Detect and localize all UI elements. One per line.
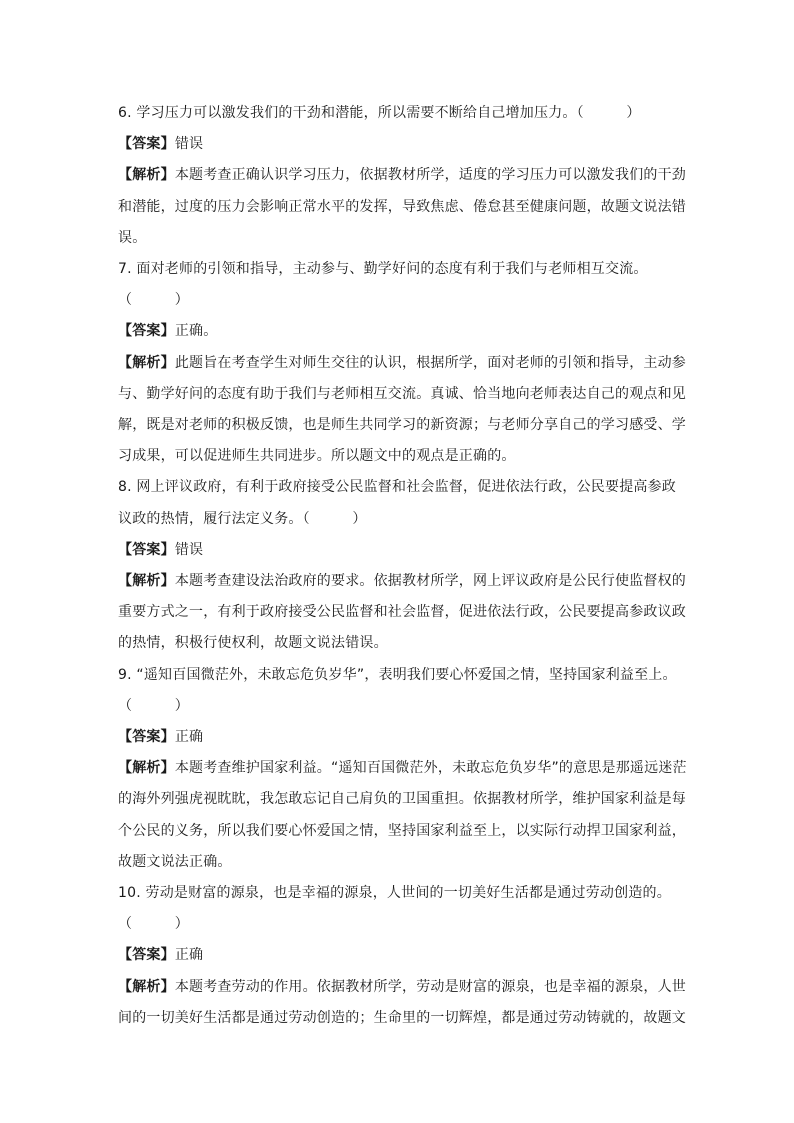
- question-text: （ ）: [118, 916, 189, 933]
- analysis-text: 故题文说法正确。: [118, 853, 232, 870]
- answer-value: 错误: [174, 541, 204, 558]
- analysis-text: 间的一切美好生活都是通过劳动创造的；生命里的一切辉煌，都是通过劳动铸就的，故题文: [118, 1009, 686, 1026]
- analysis-line: [118, 566, 687, 597]
- question-text: 9. “遥知百国微茫外，未敢忘危负岁华”，表明我们要心怀爱国之情，坚持国家利益至上。: [118, 666, 677, 683]
- answer-line: [118, 535, 678, 566]
- question-text: 6. 学习压力可以激发我们的干劲和潜能，所以需要不断给自己增加压力。（ ）: [118, 105, 641, 121]
- analysis-text: 与、勤学好问的态度有助于我们与老师相互交流。真诚、恰当地向老师表达自己的观点和见: [118, 385, 686, 402]
- analysis-tag: 【解析】: [118, 978, 175, 995]
- analysis-text: 误。: [118, 229, 147, 246]
- question-block: [118, 660, 687, 878]
- question-block: [118, 98, 687, 254]
- question-text: （ ）: [118, 292, 189, 309]
- analysis-line: [118, 160, 687, 191]
- analysis-text: 个公民的义务，所以我们要心怀爱国之情，坚持国家利益至上，以实际行动捍卫国家利益，: [118, 822, 686, 839]
- answer-line: [118, 129, 678, 160]
- answer-line: [118, 940, 678, 971]
- analysis-text: 本题考查建设法治政府的要求。依据教材所学，网上评议政府是公民行使监督权的: [174, 573, 687, 590]
- question-text: 议政的热情，履行法定义务。（ ）: [118, 510, 367, 527]
- analysis-text: 此题旨在考查学生对师生交往的认识，根据所学，面对老师的引领和指导，主动参: [174, 354, 687, 371]
- analysis-text: 解，既是对老师的积极反馈，也是师生共同学习的新资源；与老师分享自己的学习感受、学: [118, 417, 686, 434]
- analysis-line: [118, 753, 687, 784]
- answer-value: 正确: [174, 947, 204, 964]
- question-block: [118, 878, 687, 1034]
- question-text: （ ）: [118, 697, 189, 714]
- answer-line: [118, 722, 678, 753]
- analysis-text: 本题考查正确认识学习压力，依据教材所学，适度的学习压力可以激发我们的干劲: [174, 167, 687, 184]
- answer-tag: 【答案】: [118, 323, 175, 340]
- question-text: 10. 劳动是财富的源泉，也是幸福的源泉，人世间的一切美好生活都是通过劳动创造的。: [118, 885, 671, 902]
- analysis-tag: 【解析】: [118, 760, 175, 777]
- question-text: 8. 网上评议政府，有利于政府接受公民监督和社会监督，促进依法行政，公民要提高参政: [118, 479, 677, 496]
- question-block: [118, 254, 687, 472]
- document-page: [118, 98, 687, 1034]
- answer-value: 正确。: [174, 323, 218, 340]
- analysis-text: 本题考查劳动的作用。依据教材所学，劳动是财富的源泉，也是幸福的源泉，人世: [174, 978, 687, 995]
- question-text: 7. 面对老师的引领和指导，主动参与、勤学好问的态度有利于我们与老师相互交流。: [118, 261, 648, 278]
- analysis-text: 的热情，积极行使权利，故题文说法错误。: [118, 635, 388, 652]
- analysis-text: 和潜能，过度的压力会影响正常水平的发挥，导致焦虑、倦怠甚至健康问题，故题文说法错: [118, 198, 686, 215]
- analysis-tag: 【解析】: [118, 167, 175, 184]
- answer-value: 错误: [174, 136, 204, 153]
- question-block: [118, 472, 687, 659]
- answer-tag: 【答案】: [118, 947, 175, 964]
- answer-tag: 【答案】: [118, 729, 175, 746]
- answer-tag: 【答案】: [118, 541, 175, 558]
- answer-tag: 【答案】: [118, 136, 175, 153]
- analysis-text: 本题考查维护国家利益。“遥知百国微茫外，未敢忘危负岁华”的意思是那遥远迷茫: [174, 760, 687, 777]
- answer-line: [118, 316, 678, 347]
- analysis-tag: 【解析】: [118, 354, 175, 371]
- answer-value: 正确: [174, 729, 204, 746]
- analysis-line: [118, 348, 687, 379]
- analysis-line: [118, 972, 687, 1003]
- analysis-tag: 【解析】: [118, 573, 175, 590]
- analysis-text: 重要方式之一，有利于政府接受公民监督和社会监督，促进依法行政，公民要提高参政议政: [118, 604, 686, 621]
- analysis-text: 的海外列强虎视眈眈，我怎敢忘记自己肩负的卫国重担。依据教材所学，维护国家利益是每: [118, 791, 686, 808]
- analysis-text: 习成果，可以促进师生共同进步。所以题文中的观点是正确的。: [118, 448, 516, 465]
